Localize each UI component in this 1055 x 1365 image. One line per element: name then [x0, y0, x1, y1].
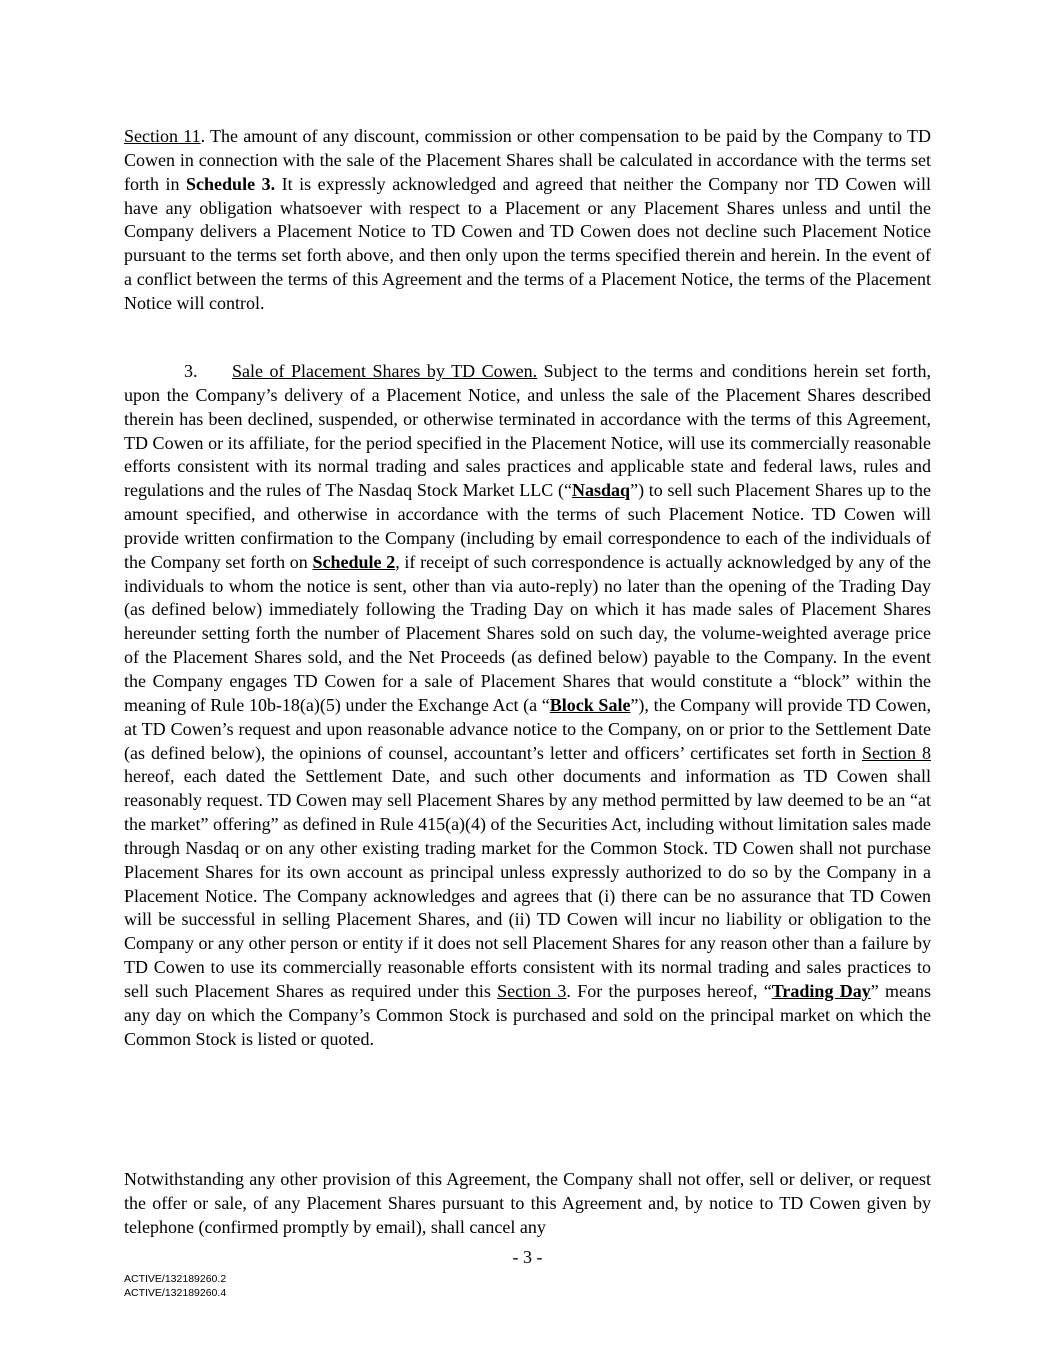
paragraph-text: . For the purposes hereof, “ — [566, 980, 772, 1001]
paragraph-text: ”) to sell such Placement Shares up to the amount specified, and otherwise in accordance with the terms of such Placement Notice. TD Cowen will provide written confirmation to the Company (including by email correspondence to each of the individuals of the Company set forth on — [124, 480, 931, 572]
paragraph-text: . The amount of any discount, commission or other compensation to be paid by the Company to TD Cowen in connection with the sale of the Placement Shares shall be calculated in accordance with the terms set forth in — [124, 126, 931, 194]
paragraph-text: ” means any day on which the Company’s Common Stock is purchased and sold on the principal market on which the Common Stock is listed or quoted. — [124, 980, 931, 1049]
paragraph-text: , if receipt of such correspondence is actually acknowledged by any of the individuals to whom the notice is sent, other than via auto-reply) no later than the opening of the Trading Day (as defined below) immediately following the Trading Day on which it has made sales of Placement Shares hereunder setting forth the number of Placement Shares sold on such day, the volume-weighted average price of the Placement Shares sold, and the Net Proceeds (as defined below) payable to the Company. In the event the Company engages TD Cowen for a sale of Placement Shares that would constitute a “block” within the meaning of Rule 10b-18(a)(5) under the Exchange Act (a “ — [124, 551, 931, 715]
section-8-reference: Section 8 — [862, 742, 931, 763]
schedule-2-reference: Schedule 2 — [312, 551, 396, 572]
paragraph-text: Subject to the terms and conditions herein set forth, upon the Company’s delivery of a Placement Notice, and unless the sale of the Placement Shares described therein has been declined, suspended, or otherwise terminated in accordance with the terms of this Agreement, TD Cowen or its affiliate, for the period specified in the Placement Notice, will use its commercially reasonable efforts consistent with its normal trading and sales practices and applicable state and federal laws, rules and regulations and the rules of The Nasdaq Stock Market LLC (“ — [124, 361, 932, 501]
notwithstanding-paragraph — [124, 1168, 931, 1240]
section-number: 3. — [184, 361, 198, 381]
schedule-3-reference: Schedule 3. — [186, 173, 276, 194]
paragraph-text: It is expressly acknowledged and agreed that neither the Company nor TD Cowen will have any obligation whatsoever with respect to a Placement or any Placement Shares unless and until the Company delivers a Placement Notice to TD Cowen and TD Cowen does not decline such Placement Notice pursuant to the terms set forth above, and then only upon the terms specified therein and herein. In the event of a conflict between the terms of this Agreement and the terms of a Placement Notice, the terms of the Placement Notice will control. — [124, 173, 931, 313]
paragraph-text: hereof, each dated the Settlement Date, and such other documents and information as TD Cowen shall reasonably request. TD Cowen may sell Placement Shares by any method permitted by law deemed to be an “at the market” offering” as defined in Rule 415(a)(4) of the Securities Act, including without limitation sales made through Nasdaq or on any other existing trading market for the Common Stock. TD Cowen shall not purchase Placement Shares for its own account as principal unless expressly authorized to do so by the Company in a Placement Notice. The Company acknowledges and agrees that (i) there can be no assurance that TD Cowen will be successful in selling Placement Shares, and (ii) TD Cowen will incur no liability or obligation to the Company or any other person or entity if it does not sell Placement Shares for any reason other than a failure by TD Cowen to use its commercially reasonable efforts consistent with its normal trading and sales practices to sell such Placement Shares as required under this — [124, 766, 931, 1001]
section-3-reference: Section 3 — [497, 980, 567, 1001]
paragraph-text: ”), the Company will provide TD Cowen, at TD Cowen’s request and upon reasonable advance notice to the Company, on or prior to the Settlement Date (as defined below), the opinions of counsel, accountant’s letter and officers’ certificates set forth in — [124, 694, 931, 763]
document-id-footer: ACTIVE/132189260.2 — [124, 1273, 227, 1285]
paragraph-continuation — [124, 125, 931, 316]
defined-term-trading-day: Trading Day — [771, 980, 871, 1001]
section-11-reference: Section 11 — [124, 126, 201, 146]
defined-term-nasdaq: Nasdaq — [572, 480, 631, 501]
page-number: - 3 - — [512, 1247, 543, 1267]
section-heading: Sale of Placement Shares by TD Cowen. — [232, 361, 538, 381]
defined-term-block-sale: Block Sale — [549, 694, 631, 715]
section-3-paragraph — [124, 360, 931, 1051]
document-id-footer: ACTIVE/132189260.4 — [124, 1287, 227, 1299]
paragraph-text: Notwithstanding any other provision of this Agreement, the Company shall not offer, sell or deliver, or request the offer or sale, of any Placement Shares pursuant to this Agreement and, by notice to TD Cowen given by telephone (confirmed promptly by email), shall cancel any — [124, 1169, 931, 1237]
